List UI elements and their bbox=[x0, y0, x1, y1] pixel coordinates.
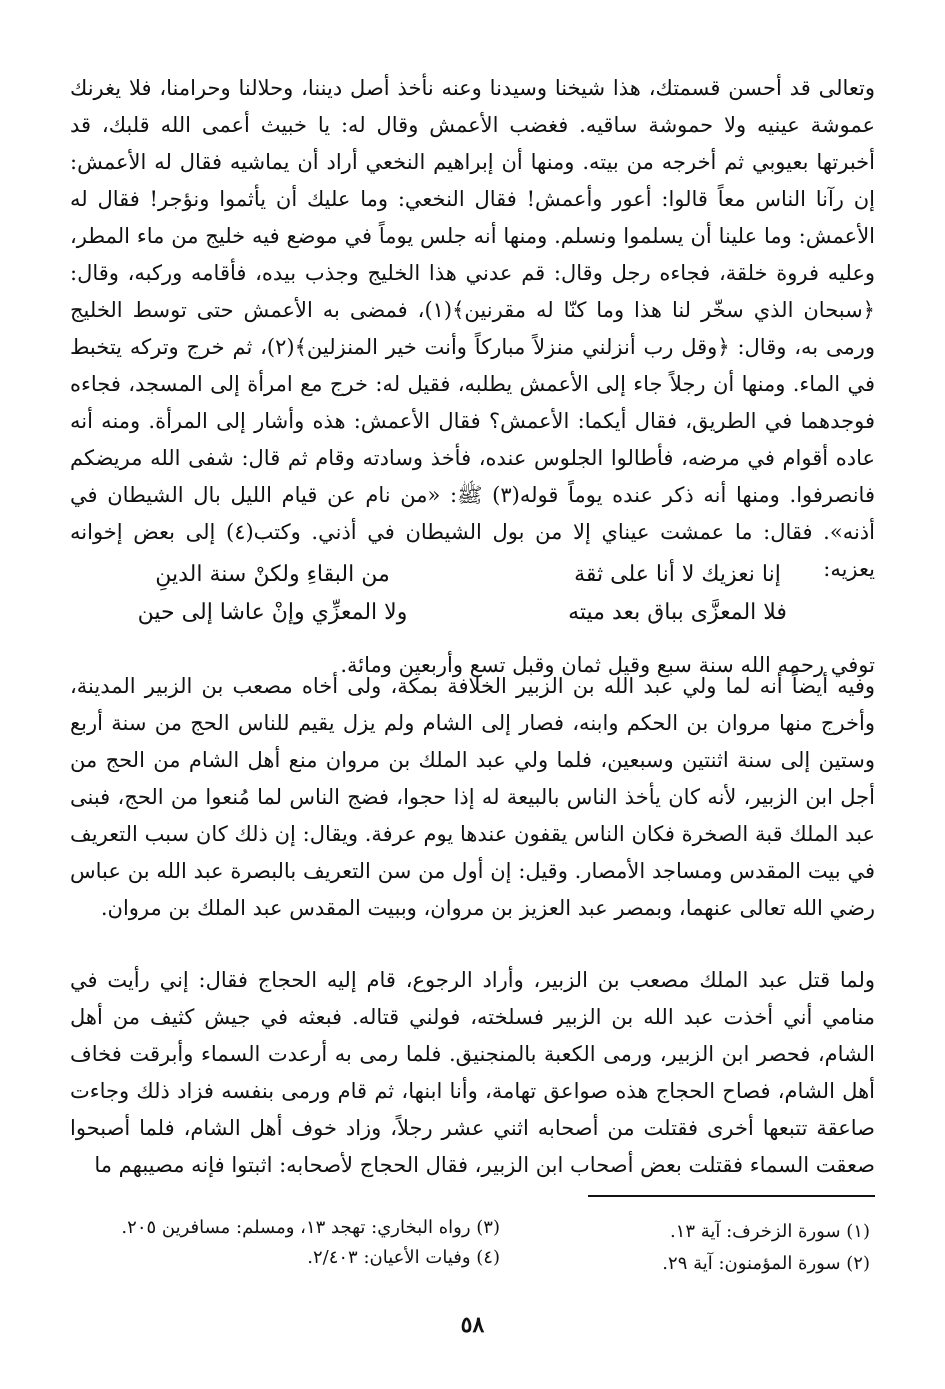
footnote-3: (٣) رواه البخاري: تهجد ١٣، ومسلم: مسافرين ٢٠٥. bbox=[121, 1217, 500, 1238]
verse-1-second-hemistich: من البقاءِ ولكنْ سنة الدينِ bbox=[155, 562, 390, 587]
paragraph-hajjaj-siege: ولما قتل عبد الملك مصعب بن الزبير، وأراد الرجوع، قام إليه الحجاج فقال: إني رأيت في منامي أني أخذت عبد الله بن الزبير فسلخته، فولني قتاله. فبعثه في جيش كثيف من أهل الشام، فحصر ابن الزبير، ورمى الكعبة بالمنجنيق. فلما رمى به أرعدت السماء وأبرقت فخاف أهل الشام، فصاح الحجاج هذه صواعق تهامة، وأنا ابنها، ثم قام ورمى بنفسه فزاد ذلك وجاءت صاعقة تتبعها أخرى فقتلت من أصحابه اثني عشر رجلاً، وزاد خوف أهل الشام، فلما أصبحوا صعقت السماء فقتلت بعض أصحاب ابن الزبير، فقال الحجاج لأصحابه: اثبتوا فإنه مصيبهم ما bbox=[70, 968, 875, 1177]
poem-verse-1 bbox=[70, 556, 875, 594]
footnote-1: (١) سورة الزخرف: آية ١٣. bbox=[669, 1221, 870, 1242]
verse-2-second-hemistich: ولا المعزِّي وإنْ عاشا إلى حين bbox=[137, 600, 408, 625]
footnote-2: (٢) سورة المؤمنون: آية ٢٩. bbox=[662, 1253, 870, 1274]
poem-verse-2 bbox=[70, 594, 875, 632]
paragraph-death-date: توفي رحمه الله سنة سبع وقيل ثمان وقبل تسع وأربعين ومائة. bbox=[340, 653, 875, 677]
footnote-divider bbox=[588, 1195, 875, 1197]
footnote-4: (٤) وفيات الأعيان: ٢/٤٠٣. bbox=[307, 1247, 500, 1268]
condolence-poem bbox=[70, 556, 875, 632]
verse-1-first-hemistich: إنا نعزيك لا أنا على ثقة bbox=[574, 562, 781, 587]
paragraph-ibn-zubayr-caliphate: وفيه أيضاً أنه لما ولي عبد الله بن الزبير الخلافة بمكة، ولى أخاه مصعب بن الزبير المدينة، وأخرج منها مروان بن الحكم وابنه، فصار إلى الشام ولم يزل يقيم للناس الحج من سنة أربع وستين إلى سنة اثنتين وسبعين، فلما ولي عبد الملك بن مروان منع أهل الشام من الحج من أجل ابن الزبير، لأنه كان يأخذ الناس بالبيعة له إذا حجوا، فضج الناس لما مُنعوا من الحج، فبنى عبد الملك قبة الصخرة فكان الناس يقفون عندها يوم عرفة. ويقال: إن ذلك كان سبب التعريف في بيت المقدس ومساجد الأمصار. وقيل: إن أول من سن التعريف بالبصرة عبد الله بن عباس رضي الله تعالى عنهما، وبمصر عبد العزيز بن مروان، وببيت المقدس عبد الملك بن مروان. bbox=[70, 674, 875, 920]
verse-2-first-hemistich: فلا المعزَّى بباق بعد ميته bbox=[568, 600, 787, 625]
paragraph-alamash-anecdotes: وتعالى قد أحسن قسمتك، هذا شيخنا وسيدنا وعنه نأخذ أصل ديننا، وحلالنا وحرامنا، فلا يغرنك عموشة عينيه ولا حموشة ساقيه. فغضب الأعمش وقال له: يا خبيث أعمى الله قلبك، قد أخبرتها بعيوبي ثم أخرجه من بيته. ومنها أن إبراهيم النخعي أراد أن يماشيه فقال له الأعمش: إن رآنا الناس معاً قالوا: أعور وأعمش! فقال النخعي: وما عليك أن يأثموا ونؤجر! فقال له الأعمش: وما علينا أن يسلموا ونسلم. ومنها أنه جلس يوماً في موضع فيه خليج من ماء المطر، وعليه فروة خلقة، فجاءه رجل وقال: قم عدني هذا الخليج وجذب بيده، فأقامه وركبه، وقال: ﴿سبحان الذي سخّر لنا هذا وما كنّا له مقرنين﴾(١)، فمضى به الأعمش حتى توسط الخليج ورمى به، وقال: ﴿وقل رب أنزلني منزلاً مباركاً وأنت خير المنزلين﴾(٢)، ثم خرج وتركه يتخبط في الماء. ومنها أن رجلاً جاء إلى الأعمش يطلبه، فقيل له: خرج مع امرأة إلى المسجد، فجاءه فوجدهما في الطريق، فقال أيكما: الأعمش؟ فقال الأعمش: هذه وأشار إلى المرأة. ومنه أنه عاده أقوام في مرضه، فأطالوا الجلوس عنده، فأخذ وسادته وقام ثم قال: شفى الله مريضكم فانصرفوا. ومنها أنه ذكر عنده يوماً قوله(٣) ﷺ: «من نام عن قيام الليل بال الشيطان في أذنه». فقال: ما عمشت عيناي إلا من بول الشيطان في أذني. وكتب(٤) إلى بعض إخوانه يعزيه: bbox=[70, 76, 875, 581]
page-number: ٥٨ bbox=[460, 1312, 485, 1338]
